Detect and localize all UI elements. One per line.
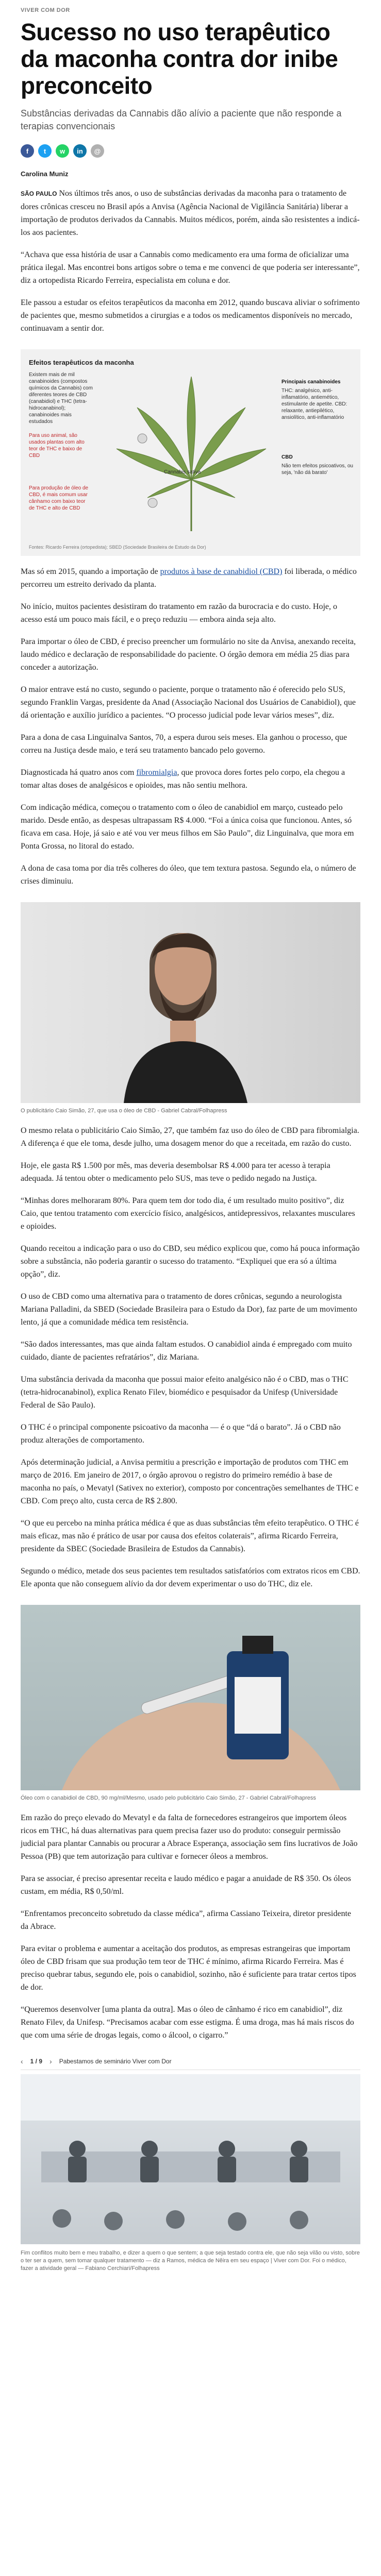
paragraph: O maior entrave está no custo, segundo o paciente, porque o tratamento não é oferecido pelo SUS, segundo Franklin Vargas, presidente da Anad (Associação Nacional dos Usuários de Canabidiol), que dá orientação e auxílio jurídico a pacientes. “O processo judicial pode levar vários meses”, diz. xyxy=(21,685,356,720)
fibromyalgia-link[interactable]: fibromialgia xyxy=(136,768,177,777)
infographic-cannabis-effects xyxy=(21,349,360,556)
photo-gallery xyxy=(21,2057,360,2293)
infographic-source: Fontes: Ricardo Ferreira (ortopedista); SBED (Sociedade Brasileira de Estudo da Dor) xyxy=(29,545,206,550)
paragraph: “Queremos desenvolver [uma planta da outra]. Mas o óleo de cânhamo é rico em canabidiol”, diz Renato Filev, da Unifesp. “Precisamos acabar com esse estigma. É uma droga, mas há mais riscos do que com uma série de drogas legais, como o álcool, o cigarro.” xyxy=(21,2005,354,2040)
paragraph: Quando receitou a indicação para o uso do CBD, seu médico explicou que, como há pouca informação sobre a substância, não poderia garantir o sucesso do tratamento. “Expliquei que era só a última opção”, diz. xyxy=(21,1244,360,1279)
paragraph: O THC é o principal componente psicoativo da maconha — é o que “dá o barato”. Já o CBD não produz alterações de comportamento. xyxy=(21,1423,341,1445)
paragraph: No início, muitos pacientes desistiram do tratamento em razão da burocracia e do custo. Hoje, o acesso está um pouco mais fácil, e o preço reduziu — embora ainda seja alto. xyxy=(21,602,338,624)
article-body-3 xyxy=(21,1124,360,1590)
photo-caption: Óleo com o canabidiol de CBD, 90 mg/ml/Mesmo, usado pelo publicitário Caio Simão, 27 - Gabriel Cabral/Folhapress xyxy=(21,1795,316,1801)
gallery-counter: 1 / 9 xyxy=(30,2058,43,2065)
paragraph: Para se associar, é preciso apresentar receita e laudo médico e pagar a anuidade de R$ 350. Os óleos custam, em média, R$ 0,50/ml. xyxy=(21,1874,351,1896)
infographic-cannabinoids-note: Existem mais de mil canabinoides (compostos químicos da Cannabis) com diferentes teores de CBD (canabidiol) e THC (tetra-hidrocanabinol); canabinoides mais estudados xyxy=(29,372,93,425)
infographic-main-cannabinoids: Principais canabinoides THC: analgésico, anti-inflamatório, antiemético, estimulante de apetite. CBD: relaxante, antiepilético, ansiolítico, anti-inflamatório xyxy=(281,379,347,420)
paragraph: Diagnosticada há quatro anos com fibromialgia, que provoca dores fortes pelo corpo, ela chegou a tomar altas doses de analgésicos e opioides, mas não sentiu melhora. xyxy=(21,768,345,790)
paragraph: “Minhas dores melhoraram 80%. Para quem tem dor todo dia, é um resultado muito positivo”, diz Caio, que tentou tratamento com exercício físico, analgésicos, antidepressivos, relaxantes musculares e opioides. xyxy=(21,1196,355,1231)
paragraph: Para importar o óleo de CBD, é preciso preencher um formulário no site da Anvisa, anexando receita, laudo médico e declaração de responsabilidade do paciente. O órgão demora em média 25 dias para conceder a autorização. xyxy=(21,637,356,672)
article-body-2 xyxy=(21,565,360,888)
paragraph: Segundo o médico, metade dos seus pacientes tem resultados satisfatórios com extratos ricos em CBD. Ele aponta que não conseguem alívio da dor devem experimentar o uso do THC, diz ele. xyxy=(21,1567,360,1588)
linkedin-share-icon[interactable]: in xyxy=(73,144,87,158)
paragraph: SÃO PAULO Nos últimos três anos, o uso de substâncias derivadas da maconha para o tratamento de dores crônicas cresceu no Brasil após a Anvisa (Agência Nacional de Vigilância Sanitária) liberar a importação de produtos derivados da Cannabis. Muitos médicos, porém, ainda são resistentes a indicá-los aos pacientes. xyxy=(21,189,360,237)
paragraph: O mesmo relata o publicitário Caio Simão, 27, que também faz uso do óleo de CBD para fibromialgia. A diferença é que ele toma, desde julho, uma dosagem menor do que a receitada, em razão do custo. xyxy=(21,1126,359,1148)
share-bar xyxy=(21,144,360,158)
gallery-title: Pabestamos de seminário Viver com Dor xyxy=(59,2058,172,2065)
paragraph: Uma substância derivada da maconha que possui maior efeito analgésico não é o CBD, mas o THC (tetra-hidrocanabinol), explica Renato Filev, biomédico e pesquisador da Unifesp (Universidade Federal de São Paulo). xyxy=(21,1375,349,1410)
subheadline: Substâncias derivadas da Cannabis dão alívio a paciente que não responde a terapias convencionais xyxy=(21,108,342,131)
paragraph: A dona de casa toma por dia três colheres do óleo, que tem textura pastosa. Segundo ela, o número de crises diminuiu. xyxy=(21,864,356,886)
photo-caption: O publicitário Caio Simão, 27, que usa o óleo de CBD - Gabriel Cabral/Folhapress xyxy=(21,1108,227,1114)
paragraph: “São dados interessantes, mas que ainda faltam estudos. O canabidiol ainda é empregado com muito cuidado, diante de pacientes refratários”, diz Mariana. xyxy=(21,1340,352,1362)
cannabis-leaf-illustration xyxy=(106,371,276,536)
previous-arrow-icon[interactable]: ‹ xyxy=(21,2057,23,2065)
paragraph: Hoje, ele gasta R$ 1.500 por mês, mas deveria desembolsar R$ 4.000 para ter acesso à terapia adequada. Já tentou obter o medicamento pelo SUS, mas teve o pedido negado na Justiça. xyxy=(21,1161,330,1183)
dateline: SÃO PAULO xyxy=(21,190,57,197)
article-body-1 xyxy=(21,187,360,335)
paragraph: Mas só em 2015, quando a importação de produtos à base de canabidiol (CBD) foi liberada, o médico percorreu um estreito derivado da planta. xyxy=(21,567,357,589)
article-body-4 xyxy=(21,1811,360,2042)
infographic-body xyxy=(29,371,352,541)
headline: Sucesso no uso terapêutico da maconha contra dor inibe preconceito xyxy=(21,19,338,99)
paragraph: Para a dona de casa Linguinalva Santos, 70, a espera durou seis meses. Ela ganhou o processo, que correu na Justiça desde maio, e terá seu tratamento bancado pelo governo. xyxy=(21,733,347,755)
cbd-products-link[interactable]: produtos à base de canabidiol (CBD) xyxy=(160,567,283,576)
infographic-cbd-plants-note: Para produção de óleo de CBD, é mais comum usar cânhamo com baixo teor de THC e alto de CBD xyxy=(29,485,89,511)
infographic-thc-plants-note: Para uso animal, são usados plantas com alto teor de THC e baixo de CBD xyxy=(29,433,85,459)
email-share-icon[interactable]: @ xyxy=(91,144,104,158)
photo-figure-1 xyxy=(21,902,360,1115)
infographic-plant-label: Cannabis sativa xyxy=(164,469,201,475)
paragraph: “O que eu percebo na minha prática médica é que as duas substâncias têm efeito terapêutico. O THC é mais eficaz, mas não é prático de usar por causa dos efeitos colaterais”, afirma Ricardo Ferreira, presidente da SBEC (Sociedade Brasileira de Estudos da Cannabis). xyxy=(21,1519,359,1553)
photo-portrait-caio[interactable] xyxy=(21,902,360,1103)
photo-figure-2 xyxy=(21,1605,360,1802)
whatsapp-share-icon[interactable]: w xyxy=(56,144,69,158)
paragraph: “Achava que essa história de usar a Cannabis como medicamento era uma forma de oficializar uma prática ilegal. Mas encontrei bons artigos sobre o tema e me convenci de que poderia ser interessante”, diz a ortopedista Ricardo Ferreira, especialista em coluna e dor. xyxy=(21,250,360,285)
paragraph: O uso de CBD como uma alternativa para o tratamento de dores crônicas, segundo a neurologista Mariana Palladini, da SBED (Sociedade Brasileira para o Estudo da Dor), faz parte de um movimento lento, já que a comunidade médica tem resistência. xyxy=(21,1292,357,1327)
byline xyxy=(21,170,360,178)
paragraph: Para evitar o problema e aumentar a aceitação dos produtos, as empresas estrangeiras que importam óleo de CBD frisam que sua produção tem teor de THC é mínimo, afirma Ricardo Ferreira. Mas é preciso quebrar tabus, segundo ele, pois o canabidiol, sozinho, não é suficiente para tratar certos tipos de dor. xyxy=(21,1944,356,1992)
paragraph: “Enfrentamos preconceito sobretudo da classe médica”, afirma Cassiano Teixeira, diretor presidente da Abrace. xyxy=(21,1909,351,1931)
facebook-share-icon[interactable]: f xyxy=(21,144,34,158)
section-kicker[interactable]: VIVER COM DOR xyxy=(21,7,70,13)
paragraph: Em razão do preço elevado do Mevatyl e da falta de fornecedores estrangeiros que importem óleos ricos em THC, há duas alternativas para quem precisa fazer uso do produto: conseguir permissão judicial para plantar Cannabis ou procurar a Abrace Esperança, associação sem fins lucrativos de João Pessoa (PB) que tem autorização para cultivar e fornecer óleos a membros. xyxy=(21,1814,358,1861)
infographic-cbd-note: CBD Não tem efeitos psicoativos, ou seja, 'não dá barato' xyxy=(281,454,353,476)
paragraph: Ele passou a estudar os efeitos terapêuticos da maconha em 2012, quando buscava aliviar o sofrimento de pacientes que, mesmo submetidos a cirurgias e a todos os medicamentos disponíveis no mercado, continuavam a sentir dor. xyxy=(21,298,360,333)
twitter-share-icon[interactable]: t xyxy=(38,144,52,158)
gallery-toolbar xyxy=(21,2057,360,2070)
gallery-caption: Fim conflitos muito bem e meu trabalho, e dizer a quem o que sentem; a que seja testado contra ele, que não seja vilão ou visto, sobre o ter ser a quem, sem tomar qualquer tratamento — diz a Ramos, médica de Nêira em seu espaço | Viver com Dor. Foi o médico, fazer a atividade geral — Fabiano Cerchiari/Folhapress xyxy=(21,2250,360,2272)
gallery-image[interactable] xyxy=(21,2074,360,2244)
next-arrow-icon[interactable]: › xyxy=(49,2057,52,2065)
author-name[interactable]: Carolina Muniz xyxy=(21,170,69,178)
photo-cbd-oil-bottle[interactable] xyxy=(21,1605,360,1790)
paragraph: Após determinação judicial, a Anvisa permitiu a prescrição e importação de produtos com THC em março de 2016. Em janeiro de 2017, o órgão aprovou o registro do primeiro remédio à base de maconha no país, o Mevatyl (Sativex no exterior), composto por concentrações semelhantes de THC e CBD. Com preço alto, custa cerca de R$ 2.800. xyxy=(21,1458,359,1505)
paragraph: Com indicação médica, começou o tratamento com o óleo de canabidiol em março, custeado pelo marido. Desde então, as despesas ultrapassam R$ 4.000. “Foi a única coisa que funcionou. Antes, só ficava em casa. Hoje, já saio e até vou ver meus filhos em São Paulo”, diz Linguinalva, que mora em Ponta Grossa, no litoral do estado. xyxy=(21,803,354,851)
infographic-title: Efeitos terapêuticos da maconha xyxy=(29,359,134,366)
